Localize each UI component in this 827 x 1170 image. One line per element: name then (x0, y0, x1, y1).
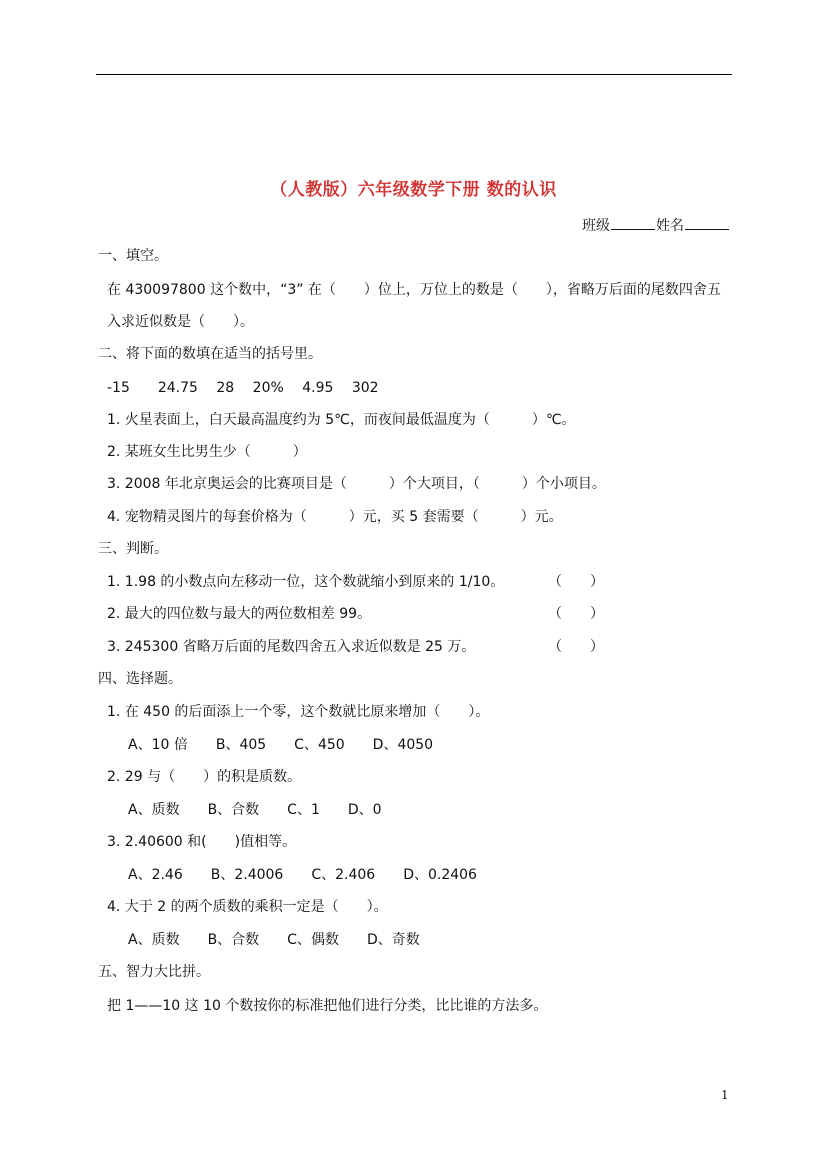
document-title: （人教版）六年级数学下册 数的认识 (270, 180, 557, 200)
page-number: 1 (721, 1088, 729, 1102)
section-4-question-2: 2. 29 与（ ）的积是质数。 (107, 769, 302, 785)
section-4-question-2-options: A、质数 B、合数 C、1 D、0 (128, 802, 382, 818)
section-3-question-2: 2. 最大的四位数与最大的两位数相差 99。 (107, 606, 372, 622)
section-4-question-1: 1. 在 450 的后面添上一个零，这个数就比原来增加（ ）。 (107, 704, 490, 720)
section-3-question-1: 1. 1.98 的小数点向左移动一位，这个数就缩小到原来的 1/10。 (107, 574, 505, 590)
name-label: 姓名 (656, 218, 684, 234)
section-2-question-2: 2. 某班女生比男生少（ ） (107, 444, 307, 460)
section-3-answer-bracket-2: （ ） (548, 606, 604, 622)
class-label: 班级 (582, 218, 610, 234)
section-2-question-1: 1. 火星表面上，白天最高温度约为 5℃，而夜间最低温度为（ ）℃。 (107, 412, 576, 428)
class-name-line (582, 215, 730, 235)
name-blank[interactable] (685, 217, 729, 230)
section-4-question-1-options: A、10 倍 B、405 C、450 D、4050 (128, 737, 434, 753)
section-4-question-4: 4. 大于 2 的两个质数的乘积一定是（ ）。 (107, 899, 388, 915)
section-5-heading: 五、智力大比拼。 (98, 964, 210, 980)
section-3-answer-bracket-1: （ ） (548, 574, 604, 590)
section-4-heading: 四、选择题。 (98, 671, 182, 687)
class-blank[interactable] (611, 217, 655, 230)
section-1-line-1: 在 430097800 这个数中，“3” 在（ ）位上，万位上的数是（ ），省略万后面的尾数四舍五 (107, 282, 721, 298)
section-3-question-3: 3. 245300 省略万后面的尾数四舍五入求近似数是 25 万。 (107, 639, 476, 655)
header-rule (96, 74, 732, 75)
section-2-question-3: 3. 2008 年北京奥运会的比赛项目是（ ）个大项目，（ ）个小项目。 (107, 476, 606, 492)
section-2-question-4: 4. 宠物精灵图片的每套价格为（ ）元，买 5 套需要（ ）元。 (107, 509, 563, 525)
section-5-line-1: 把 1——10 这 10 个数按你的标准把他们进行分类，比比谁的方法多。 (107, 998, 548, 1014)
section-1-line-2: 入求近似数是（ ）。 (107, 314, 254, 330)
section-2-numbers: -15 24.75 28 20% 4.95 302 (107, 380, 379, 396)
section-4-question-3: 3. 2.40600 和( )值相等。 (107, 834, 297, 850)
section-1-heading: 一、填空。 (98, 248, 168, 264)
section-4-question-3-options: A、2.46 B、2.4006 C、2.406 D、0.2406 (128, 867, 477, 883)
section-3-heading: 三、判断。 (98, 541, 168, 557)
section-4-question-4-options: A、质数 B、合数 C、偶数 D、奇数 (128, 932, 420, 948)
section-3-answer-bracket-3: （ ） (548, 639, 604, 655)
section-2-heading: 二、将下面的数填在适当的括号里。 (98, 346, 322, 362)
